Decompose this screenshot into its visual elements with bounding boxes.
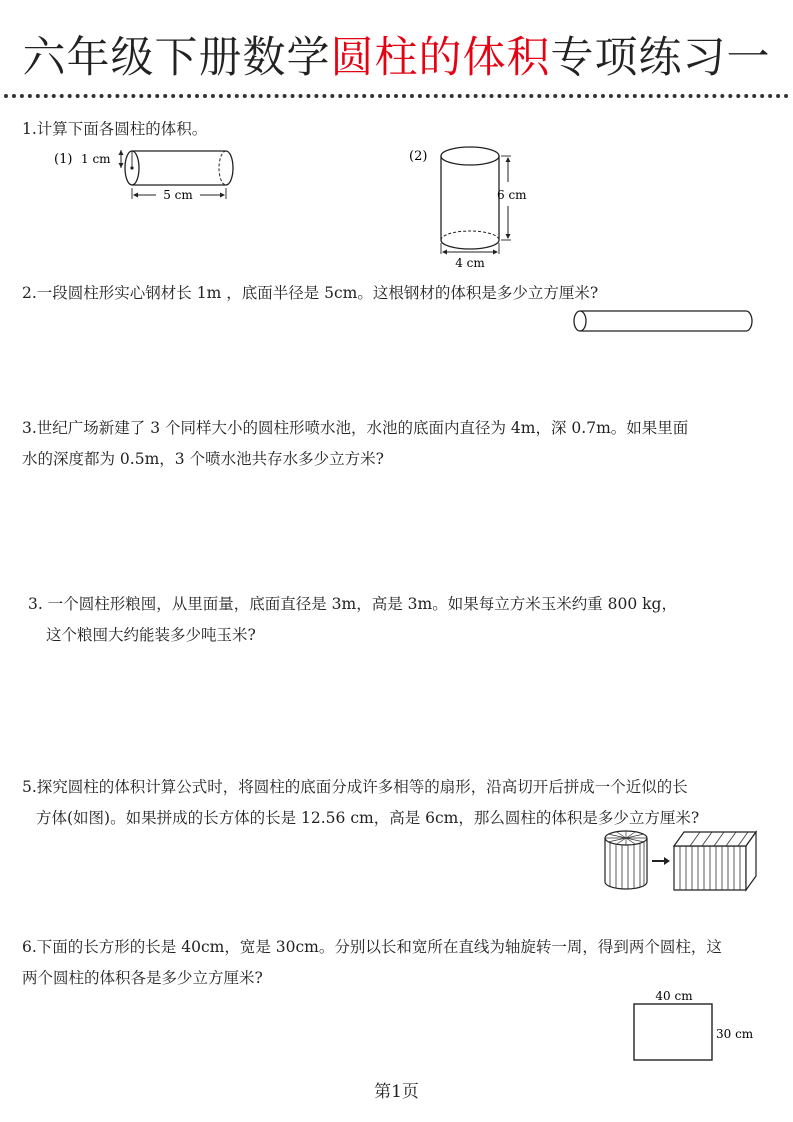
question-5-line-2: 方体(如图)。如果拼成的长方体的长是 12.56 cm，高是 6cm，那么圆柱的体积是多少立方厘米? <box>36 809 700 827</box>
question-6-line-2: 两个圆柱的体积各是多少立方厘米? <box>22 969 263 987</box>
figure-1-radius-arrow-up <box>119 150 124 155</box>
figure-2-height-label: 6 cm <box>497 188 527 202</box>
rectangle-shape <box>634 1004 712 1060</box>
question-3-line-2: 水的深度都为 0.5m，3 个喷水池共存水多少立方米? <box>22 450 384 468</box>
figure-1-length-label: 5 cm <box>163 188 193 202</box>
figure-2-cylinder <box>405 142 535 270</box>
figure-1-right-face-front <box>226 151 233 185</box>
page-number: 第1页 <box>374 1082 419 1102</box>
question-5-line-1: 5.探究圆柱的体积计算公式时，将圆柱的底面分成许多相等的扇形，沿高切开后拼成一个近似的长 <box>22 778 688 796</box>
figure-2-diameter-label: 4 cm <box>455 256 485 270</box>
question-3-line-1: 3.世纪广场新建了 3 个同样大小的圆柱形喷水池，水池的底面内直径为 4m，深 0.7m。如果里面 <box>22 419 689 437</box>
cylinder-to-cuboid-figure <box>598 826 758 894</box>
question-6 <box>22 932 722 994</box>
sliced-cylinder <box>605 831 647 889</box>
dotted-divider <box>4 94 789 98</box>
figure-1-radius-label: 1 cm <box>81 152 111 166</box>
figure-2-bottom-front <box>441 240 499 249</box>
approximate-cuboid <box>674 832 756 890</box>
figure-1-right-face-hidden <box>219 151 226 185</box>
figure-1-radius-arrow-down <box>119 163 124 168</box>
question-3b-line-2: 这个粮囤大约能装多少吨玉米? <box>46 626 256 644</box>
steel-rod-figure <box>566 306 758 336</box>
rectangle-figure <box>628 986 758 1066</box>
figure-2-bottom-hidden <box>441 231 499 240</box>
question-3-fountain <box>22 413 688 475</box>
figure-1-label: (1) <box>54 152 73 167</box>
figure-2-top-face <box>441 147 499 165</box>
title-part-2-highlight: 圆柱的体积 <box>330 33 551 83</box>
title-part-3: 专项练习一 <box>550 33 771 83</box>
question-3b-line-1: 3. 一个圆柱形粮囤，从里面量，底面直径是 3m，高是 3m。如果每立方米玉米约重 800 kg， <box>28 595 677 613</box>
question-1: 1.计算下面各圆柱的体积。 <box>22 120 208 138</box>
title-part-1: 六年级下册数学 <box>22 33 331 83</box>
question-2: 2.一段圆柱形实心钢材长 1m ，底面半径是 5cm。这根钢材的体积是多少立方厘米? <box>22 284 599 302</box>
page-title <box>0 30 793 86</box>
question-5 <box>22 772 699 834</box>
arrow-head <box>664 857 670 865</box>
figure-1-cylinder <box>50 142 250 204</box>
question-3-grain-bin <box>28 589 677 651</box>
rectangle-length-label: 40 cm <box>655 989 693 1003</box>
question-6-line-1: 6.下面的长方形的长是 40cm，宽是 30cm。分别以长和宽所在直线为轴旋转一周，得到两个圆柱，这 <box>22 938 722 956</box>
rectangle-width-label: 30 cm <box>716 1027 754 1041</box>
figure-2-label: (2) <box>409 149 428 164</box>
